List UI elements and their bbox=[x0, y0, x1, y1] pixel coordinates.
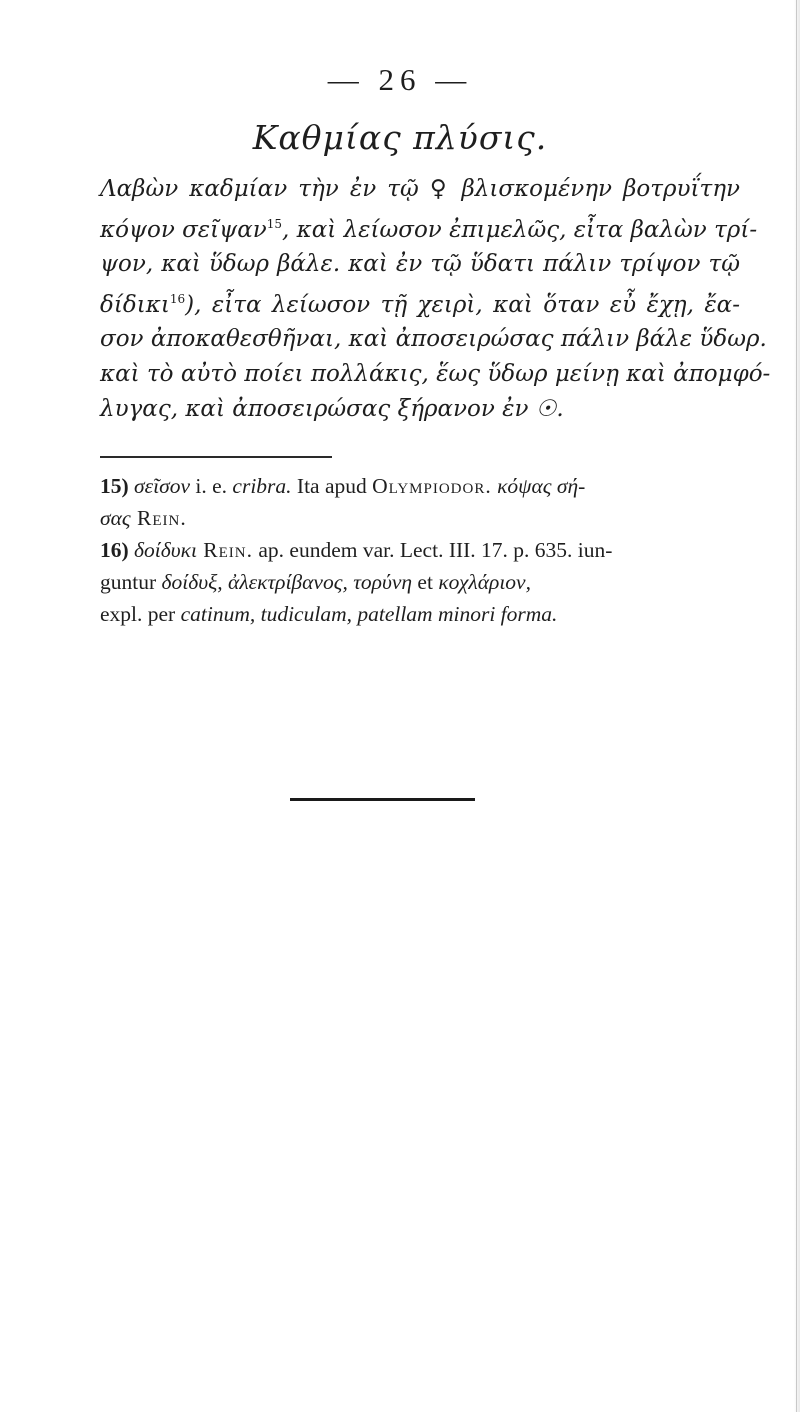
body-line-4 bbox=[100, 282, 740, 323]
footnote-ref-15: 15 bbox=[266, 216, 282, 231]
body-line-6: καὶ τὸ αὐτὸ ποίει πολλάκις, ἕως ὕδωρ μείνῃ καὶ ἀπομφό- bbox=[100, 360, 771, 387]
footnote-divider bbox=[100, 456, 332, 458]
footnote-16-line-1 bbox=[100, 534, 750, 566]
footnote-16-number: 16) bbox=[100, 538, 129, 562]
footnote-16 bbox=[100, 534, 750, 630]
footnote-15 bbox=[100, 470, 750, 534]
footnote-15-author: Olympiodor. bbox=[372, 474, 492, 498]
footnote-16-text-c: et bbox=[412, 570, 439, 594]
footnote-15-text-b: Ita apud bbox=[291, 474, 373, 498]
footnotes bbox=[100, 470, 750, 630]
footnote-15-line-1 bbox=[100, 470, 750, 502]
footnote-16-author: Rein. bbox=[196, 538, 254, 562]
footnote-15-author2: Rein. bbox=[130, 506, 187, 530]
footnote-15-greek2: κόψας σή- bbox=[491, 474, 586, 498]
body-line-4a: δίδικι bbox=[100, 291, 170, 318]
section-heading: Καθμίας πλύσις. bbox=[252, 118, 548, 157]
footnote-15-latin: cribra. bbox=[232, 474, 292, 498]
body-text bbox=[100, 172, 771, 426]
body-line-1: Λαβὼν καδμίαν τὴν ἐν τῷ ♀ βλισκομένην βοτρυΐτην bbox=[100, 176, 740, 202]
page-edge-shadow bbox=[794, 0, 800, 1412]
body-line-4b: ), εἶτα λείωσον τῇ χειρὶ, καὶ ὅταν εὖ ἔχῃ, ἔα- bbox=[185, 291, 740, 318]
footnote-16-greek: δοίδυκι bbox=[134, 538, 197, 562]
footnote-15-greek3: σας bbox=[100, 506, 131, 530]
footnote-16-greek2: δοίδυξ, ἀλεκτρίβανος, τορύνη bbox=[161, 570, 413, 594]
footnote-15-text-a: i. e. bbox=[190, 474, 233, 498]
page-number: — 26 — bbox=[327, 62, 473, 97]
body-line-2b: , καὶ λείωσον ἐπιμελῶς, εἶτα βαλὼν τρί- bbox=[282, 216, 758, 243]
footnote-15-line-2 bbox=[100, 502, 750, 534]
footnote-16-line-3 bbox=[100, 598, 750, 630]
footnote-ref-16: 16 bbox=[169, 291, 186, 306]
bottom-rule bbox=[290, 798, 475, 801]
footnote-16-latin: catinum, tudiculam, patellam minori forma. bbox=[180, 602, 558, 626]
footnote-16-text-a: ap. eundem var. Lect. III. 17. p. 635. iun- bbox=[253, 538, 613, 562]
body-line-2a: κόψον σεῖψαν bbox=[100, 216, 267, 243]
body-line-7: λυγας, καὶ ἀποσειρώσας ξήρανον ἐν ☉. bbox=[100, 395, 564, 422]
body-line-3: ψον, καὶ ὕδωρ βάλε. καὶ ἐν τῷ ὕδατι πάλιν τρίψον τῷ bbox=[100, 251, 740, 278]
footnote-16-text-d: expl. per bbox=[100, 602, 181, 626]
footnote-16-greek3: κοχλάριον, bbox=[438, 570, 531, 594]
body-line-5: σον ἀποκαθεσθῆναι, καὶ ἀποσειρώσας πάλιν βάλε ὕδωρ. bbox=[100, 326, 767, 353]
footnote-15-number: 15) bbox=[100, 474, 129, 498]
footnote-16-line-2 bbox=[100, 566, 750, 598]
footnote-15-greek: σεῖσον bbox=[134, 474, 190, 498]
footnote-16-text-b: guntur bbox=[100, 570, 162, 594]
body-line-2 bbox=[100, 207, 758, 248]
page-edge-line bbox=[796, 0, 797, 1412]
